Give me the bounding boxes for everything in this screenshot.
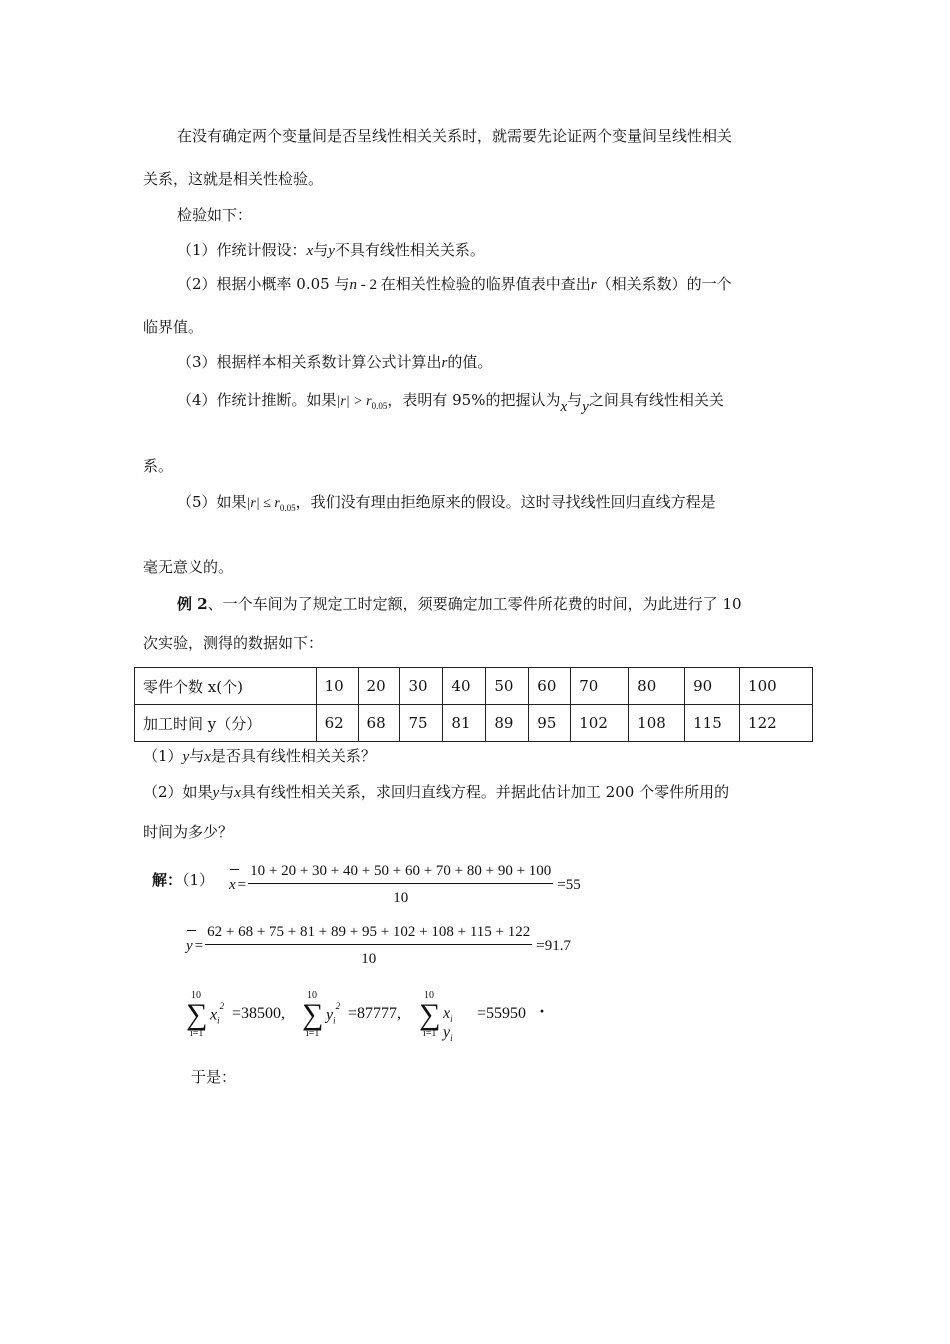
example-text: 、一个车间为了规定工时定额，须要确定加工零件所花费的时间，为此进行了 10	[207, 595, 742, 613]
question-1-suffix: 是否具有线性相关关系？	[210, 747, 376, 765]
table-cell: 40	[443, 668, 486, 705]
question-1-prefix: （1）	[143, 747, 183, 765]
step-4-mid: ，表明有 95%的把握认为	[387, 391, 561, 409]
step-2-mid: 在相关性检验的临界值表中查出	[380, 275, 591, 293]
step-1	[177, 240, 485, 261]
therefore-text: 于是：	[191, 1068, 237, 1086]
step-1-prefix: （1）作统计假设：	[177, 241, 307, 259]
xbar-denominator: 10	[393, 890, 409, 906]
xbar-result: =55	[557, 876, 581, 893]
question-2-and: 与	[219, 783, 235, 801]
table-cell: 70	[571, 668, 629, 705]
question-2-line2: 时间为多少？	[143, 823, 234, 841]
step-4-and: 与	[567, 391, 583, 409]
step-3-suffix: 的值。	[447, 353, 493, 371]
example-2-line1	[177, 594, 742, 614]
var-y: y	[582, 399, 589, 415]
table-cell: 20	[358, 668, 400, 705]
ybar-equation: y = $\frac{62 + 68 + 75 + 81 + 89 + 95 + 102 + 108 + 115 + 122}{10}$ =91.7	[186, 924, 571, 967]
xbar-numerator: 10 + 20 + 30 + 40 + 50 + 60 + 70 + 80 + 90 + 100	[248, 861, 553, 884]
row-header-parts: 零件个数 x(个)	[135, 668, 317, 705]
question-1	[143, 746, 376, 767]
step-4-line1	[177, 390, 724, 416]
var-x: x	[306, 243, 314, 259]
row-header-time: 加工时间 y（分）	[135, 705, 317, 742]
table-cell: 81	[443, 705, 486, 742]
example-2-line2: 次实验，测得的数据如下：	[143, 634, 324, 652]
table-cell: 30	[400, 668, 443, 705]
test-steps-heading: 检验如下：	[177, 206, 253, 224]
table-cell: 115	[685, 705, 740, 742]
abs-r-greater-critical: |r| > r	[336, 394, 372, 409]
table-cell: 90	[685, 668, 740, 705]
table-cell: 89	[486, 705, 529, 742]
table-cell: 62	[316, 705, 358, 742]
minus-two: - 2	[356, 277, 381, 293]
abs-r-leq-critical: |r| ≤ r	[246, 496, 280, 511]
step-5-line2: 毫无意义的。	[143, 558, 234, 576]
step-3	[177, 352, 492, 373]
step-2-suffix: （相关系数）的一个	[596, 275, 732, 293]
question-2-line1	[143, 782, 729, 803]
summation-row: 10 ∑ i=1 $x_i^2$ =38500, 10 ∑ i=1 $y_i^2$ =87777, 10 ∑ i=1 $x_i$ $y_i$ =55950 ·	[186, 990, 546, 1044]
step-4-prefix: （4）作统计推断。如果	[177, 391, 337, 409]
question-2-prefix: （2）如果	[143, 783, 213, 801]
var-x: x	[204, 749, 211, 765]
var-n: n	[349, 277, 357, 293]
ybar-denominator: 10	[361, 951, 377, 967]
var-r: r	[441, 355, 448, 371]
var-y: y	[182, 749, 190, 765]
step-5-prefix: （5）如果	[177, 493, 247, 511]
ybar-symbol: y	[186, 936, 193, 956]
solution-label: 解：	[152, 871, 183, 889]
table-cell: 100	[740, 668, 813, 705]
example-label: 例 2	[177, 595, 208, 613]
table-cell: 95	[529, 705, 571, 742]
step-2-line1	[177, 274, 732, 295]
step-2-prefix: （2）根据小概率 0.05 与	[177, 275, 350, 293]
table-cell: 50	[486, 668, 529, 705]
step-2-line2: 临界值。	[143, 318, 204, 336]
var-y: y	[212, 785, 220, 801]
table-cell: 122	[740, 705, 813, 742]
subscript-005: 0.05	[371, 401, 388, 411]
table-cell: 102	[571, 705, 629, 742]
table-cell: 60	[529, 668, 571, 705]
paragraph-intro-line2: 关系，这就是相关性检验。	[143, 170, 324, 188]
var-y: y	[328, 243, 335, 259]
var-x: x	[560, 399, 568, 415]
xbar-fraction	[248, 861, 553, 908]
table-cell: 10	[316, 668, 358, 705]
solution-xbar-row	[152, 869, 214, 891]
table-cell: 108	[629, 705, 685, 742]
paragraph-intro-line1: 在没有确定两个变量间是否呈线性相关关系时，就需要先论证两个变量间呈线性相关	[177, 127, 733, 145]
step-1-suffix: 不具有线性相关关系。	[334, 241, 485, 259]
var-r: r	[590, 277, 597, 293]
subscript-005: 0.05	[279, 503, 296, 513]
data-table	[134, 667, 813, 742]
var-x: x	[234, 785, 241, 801]
table-cell: 80	[629, 668, 685, 705]
step-5-line1	[177, 492, 716, 518]
step-5-suffix: ，我们没有理由拒绝原来的假设。这时寻找线性回归直线方程是	[295, 493, 716, 511]
table-row	[135, 668, 813, 705]
table-cell: 68	[358, 705, 400, 742]
solution-part: （1）	[182, 871, 215, 889]
ybar-result: =91.7	[536, 937, 571, 954]
table-row	[135, 705, 813, 742]
step-3-prefix: （3）根据样本相关系数计算公式计算出	[177, 353, 442, 371]
ybar-fraction	[205, 922, 532, 969]
step-1-and: 与	[313, 241, 329, 259]
table-cell: 75	[400, 705, 443, 742]
question-1-and: 与	[189, 747, 205, 765]
question-2-suffix: 具有线性相关关系，求回归直线方程。并据此估计加工 200 个零件所用的	[240, 783, 730, 801]
step-4-suffix: 之间具有线性相关关	[588, 391, 724, 409]
ybar-numerator: 62 + 68 + 75 + 81 + 89 + 95 + 102 + 108 + 115 + 122	[205, 922, 532, 945]
xbar-equation: x = $\frac{10 + 20 + 30 + 40 + 50 + 60 + 70 + 80 + 90 + 100}{10}$ =55	[229, 863, 581, 906]
step-4-line2: 系。	[143, 457, 174, 475]
xbar-symbol: x	[229, 875, 236, 895]
